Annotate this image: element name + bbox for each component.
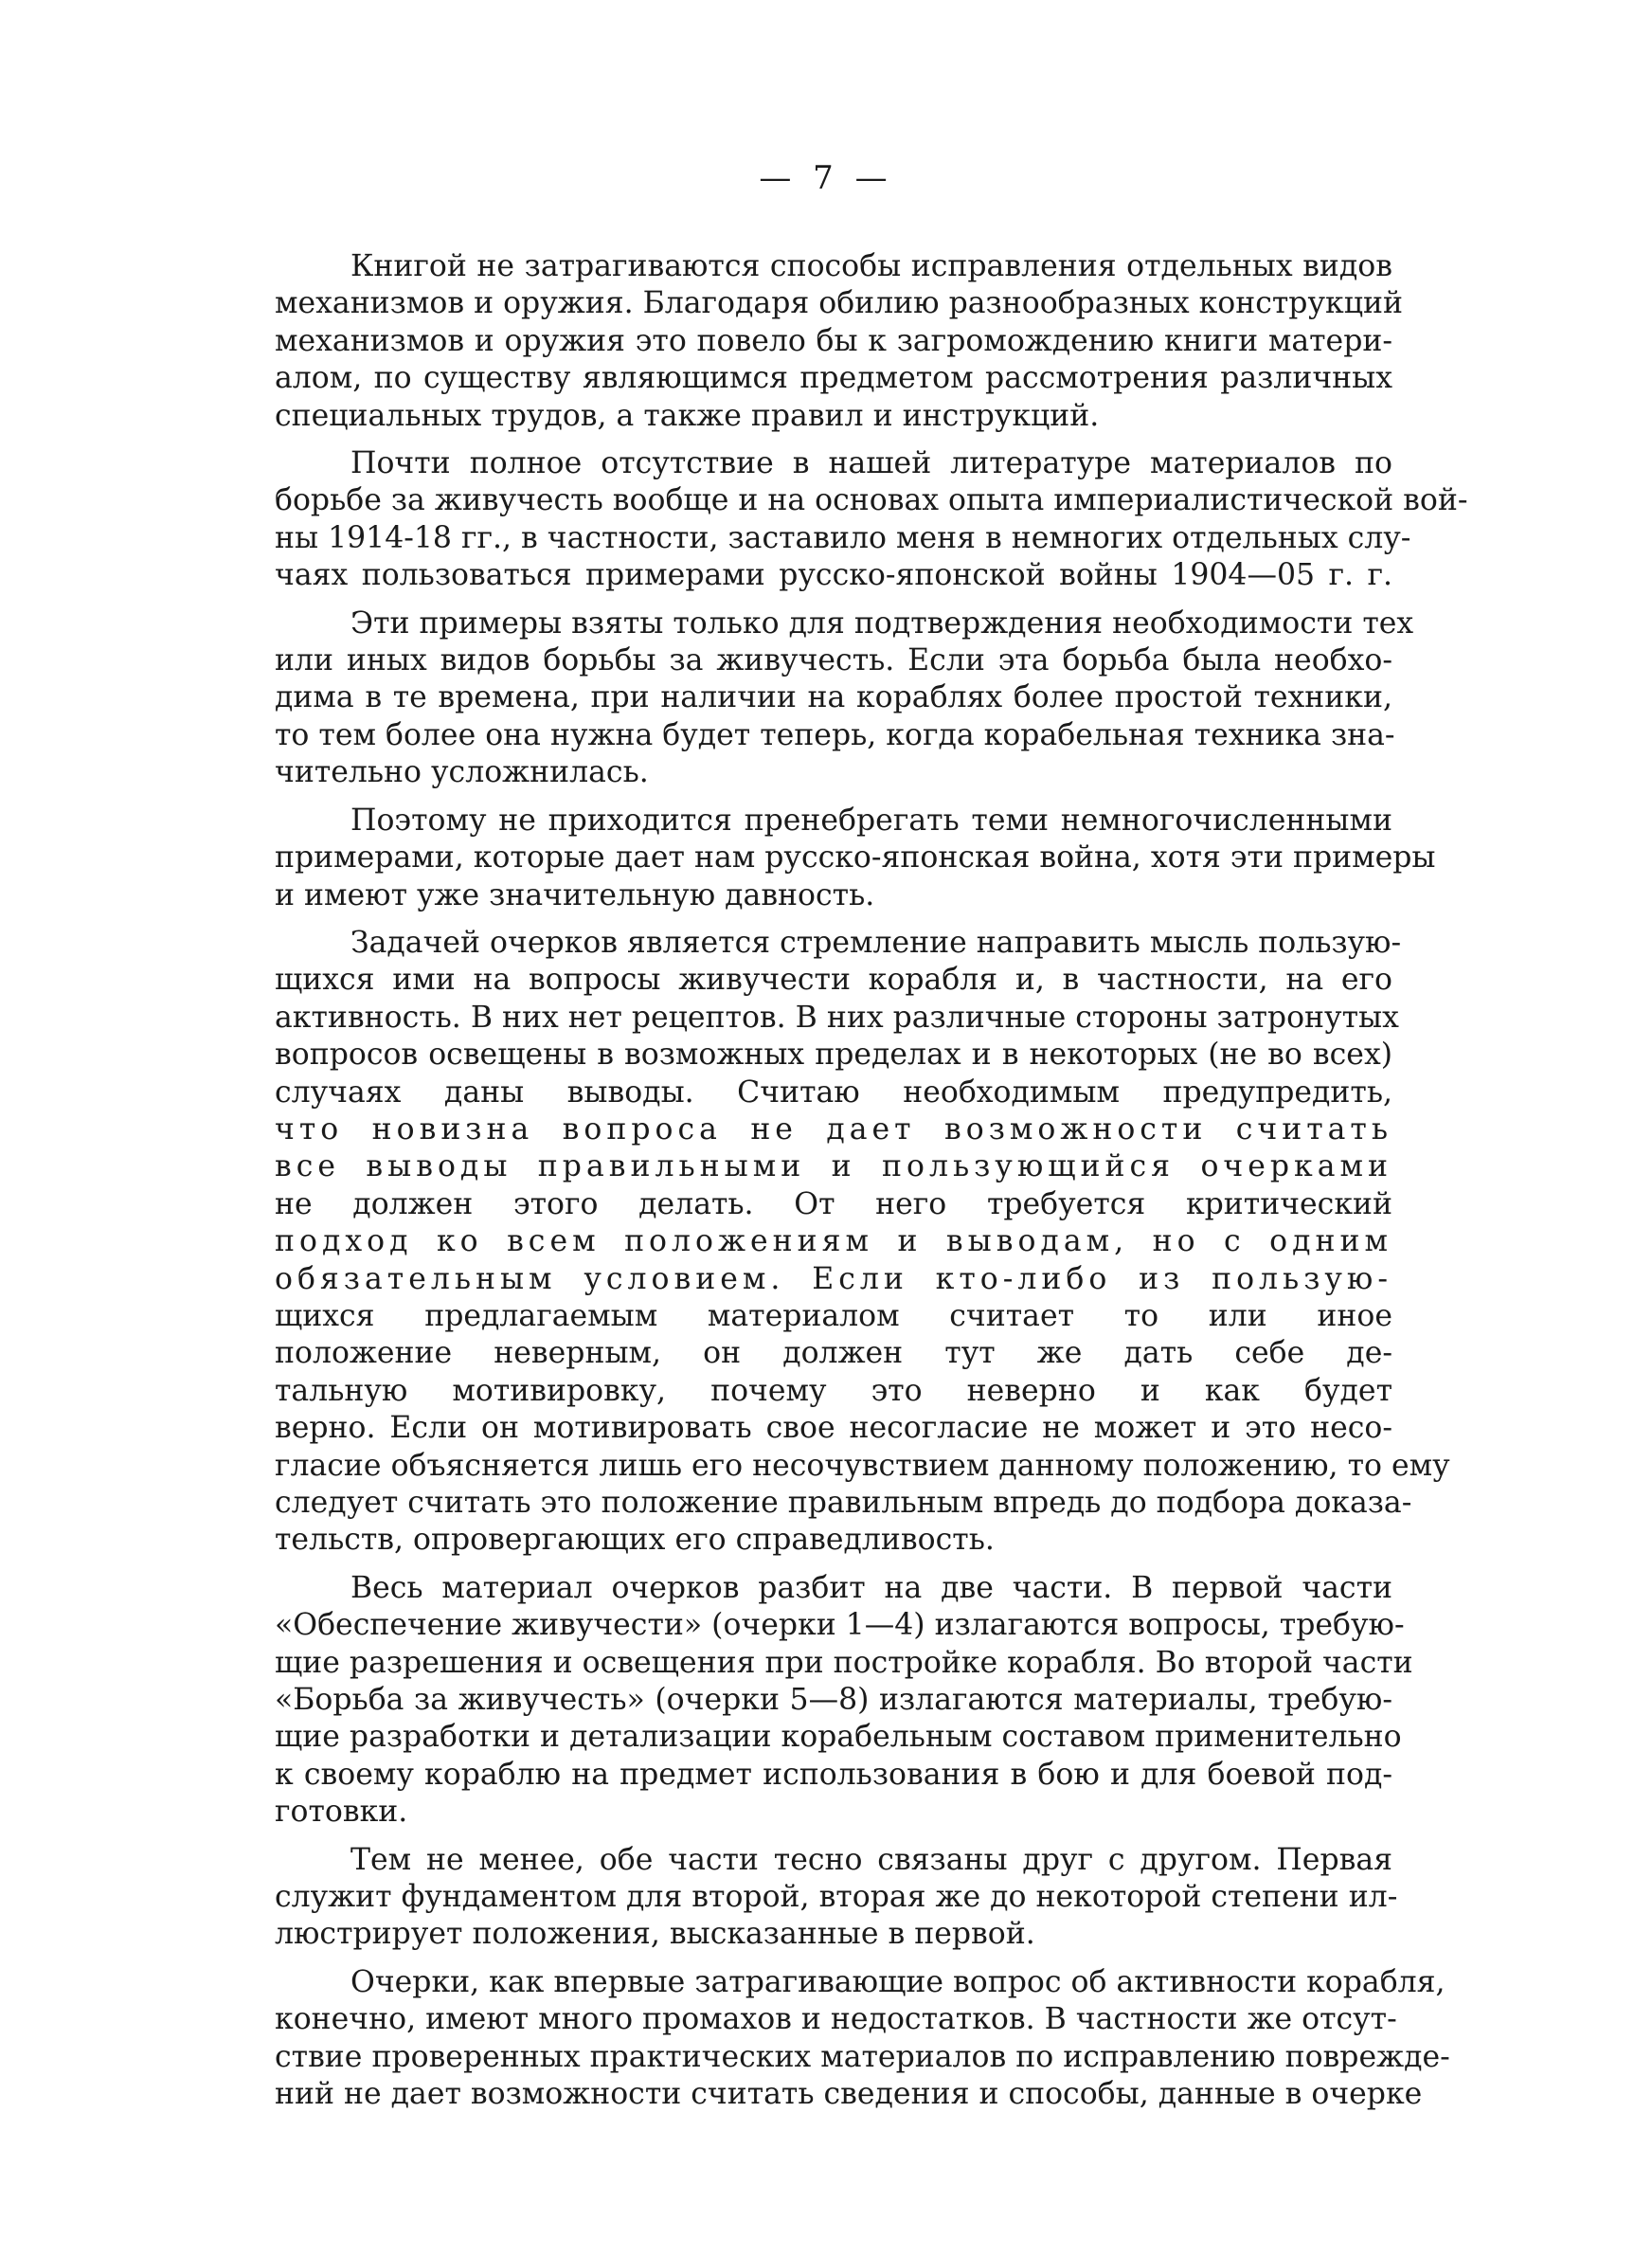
text-line: ний не дает возможности считать сведения и способы, данные в очерке: [275, 2077, 1423, 2112]
text-line: щие разрешения и освещения при постройке корабля. Во второй части: [275, 1645, 1413, 1680]
text-line-emphasis: обязательным условием. Если кто-либо из пользую-: [275, 1261, 1392, 1296]
text-line: гласие объясняется лишь его несочувствием данному положению, то ему: [275, 1448, 1450, 1483]
text-line: Поэтому не приходится пренебрегать теми немногочисленными: [350, 803, 1392, 838]
paragraph-2: [275, 445, 1468, 595]
paragraph-6: [275, 1570, 1413, 1832]
text-line: Эти примеры взяты только для подтверждения необходимости тех: [350, 605, 1414, 641]
paragraph-8: [275, 1964, 1450, 2114]
text-line: щие разработки и детализации корабельным составом применительно: [275, 1720, 1402, 1755]
text-line: следует считать это положение правильным впредь до подбора доказа-: [275, 1486, 1412, 1520]
text-line: щихся ими на вопросы живучести корабля и, в частности, на его: [275, 963, 1392, 998]
text-line-emphasis: тальную мотивировку, почему это неверно и как будет: [275, 1373, 1392, 1408]
text-line: активность. В них нет рецептов. В них различные стороны затронутых: [275, 1000, 1399, 1035]
text-line-emphasis: подход ко всем положениям и выводам, но с одним: [275, 1224, 1392, 1259]
text-line: механизмов и оружия это повело бы к загромождению книги матери-: [275, 323, 1392, 358]
paragraph-1: [275, 248, 1403, 435]
page-number: — 7 —: [759, 159, 893, 197]
paragraph-7: [275, 1842, 1398, 1954]
text-line-emphasis: положение неверным, он должен тут же дать себе де-: [275, 1336, 1392, 1371]
text-line: или иных видов борьбы за живучесть. Если эта борьба была необхо-: [275, 643, 1392, 678]
text-line: Книгой не затрагиваются способы исправления отдельных видов: [350, 249, 1392, 283]
text-line: дима в те времена, при наличии на кораблях более простой техники,: [275, 680, 1392, 715]
text-line: борьбе за живучесть вообще и на основах опыта империалистической вой-: [275, 483, 1468, 518]
text-line-emphasis: что новизна вопроса не дает возможности считать: [275, 1111, 1392, 1147]
text-line: Очерки, как впервые затрагивающие вопрос об активности корабля,: [350, 1964, 1446, 1999]
text-line: верно. Если он мотивировать свое несогласие не может и это несо-: [275, 1411, 1392, 1446]
text-line: алом, по существу являющимся предметом рассмотрения различных: [275, 361, 1392, 396]
text-line-emphasis: щихся предлагаемым материалом считает то или иное: [275, 1298, 1392, 1333]
text-line: служит фундаментом для второй, вторая же до некоторой степени ил-: [275, 1880, 1398, 1915]
text-line: примерами, которые дает нам русско-японская война, хотя эти примеры: [275, 840, 1436, 876]
text-line-emphasis: не должен этого делать. От него требуется критический: [275, 1186, 1392, 1221]
text-line: Тем не менее, обе части тесно связаны друг с другом. Первая: [350, 1842, 1392, 1877]
text-line: специальных трудов, а также правил и инструкций.: [275, 398, 1100, 433]
text-line: чаях пользоваться примерами русско-японской войны 1904—05 г. г.: [275, 558, 1392, 593]
text-line: ны 1914-18 гг., в частности, заставило меня в немногих отдельных слу-: [275, 520, 1411, 555]
text-line: тельств, опровергающих его справедливость.: [275, 1523, 995, 1558]
text-line: то тем более она нужна будет теперь, когда корабельная техника зна-: [275, 717, 1395, 752]
text-line-emphasis: все выводы правильными и пользующийся очерками: [275, 1149, 1392, 1184]
text-line: «Борьба за живучесть» (очерки 5—8) излагаются материалы, требую-: [275, 1683, 1392, 1718]
text-line: ствие проверенных практических материалов по исправлению поврежде-: [275, 2039, 1450, 2074]
text-line: Задачей очерков является стремление направить мысль пользую-: [350, 925, 1402, 960]
text-line: Почти полное отсутствие в нашей литературе материалов по: [350, 446, 1392, 481]
text-line: случаях даны выводы. Считаю необходимым предупредить,: [275, 1074, 1392, 1110]
text-line: чительно усложнилась.: [275, 755, 649, 790]
text-line: механизмов и оружия. Благодаря обилию разнообразных конструкций: [275, 286, 1403, 321]
text-line: конечно, имеют много промахов и недостатков. В частности же отсут-: [275, 2002, 1397, 2037]
paragraph-4: [275, 803, 1436, 914]
text-line: готовки.: [275, 1795, 408, 1830]
text-line: «Обеспечение живучести» (очерки 1—4) излагаются вопросы, требую-: [275, 1608, 1405, 1643]
text-line: к своему кораблю на предмет использования в бою и для боевой под-: [275, 1757, 1392, 1792]
paragraph-5: [275, 925, 1450, 1560]
text-line: люстрирует положения, высказанные в первой.: [275, 1917, 1035, 1952]
text-line: вопросов освещены в возможных пределах и в некоторых (не во всех): [275, 1038, 1392, 1073]
text-line: и имеют уже значительную давность.: [275, 877, 875, 912]
paragraph-3: [275, 605, 1414, 792]
body-text: [275, 248, 1468, 2124]
text-line: Весь материал очерков разбит на две части. В первой части: [350, 1570, 1392, 1605]
